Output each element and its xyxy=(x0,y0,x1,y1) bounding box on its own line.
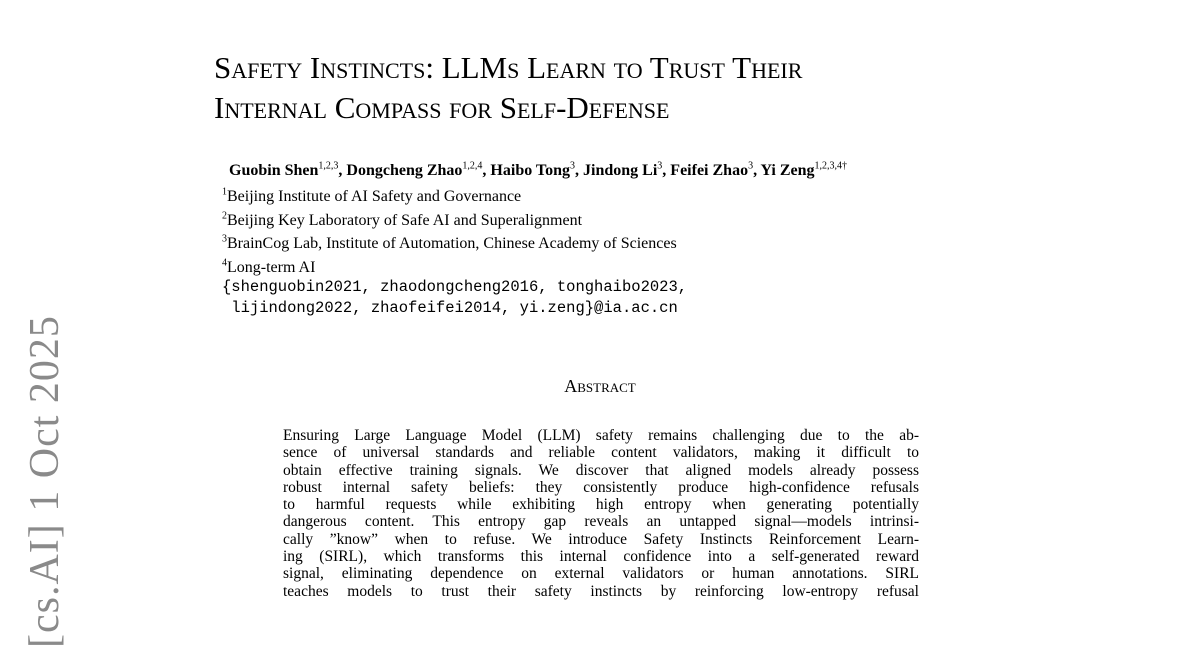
title-line-2: Internal Compass for Self-Defense xyxy=(214,90,670,125)
abstract-line: robust internal safety beliefs: they consistently produce high-confidence refusals xyxy=(283,478,919,496)
title-line-1: Safety Instincts: LLMs Learn to Trust Their xyxy=(214,50,803,85)
affiliation xyxy=(222,256,677,280)
affiliation-list xyxy=(222,185,677,279)
author-affil-marks: 3 xyxy=(570,160,576,172)
author-affil-marks: 1,2,3 xyxy=(318,160,339,172)
author-affil-marks: 1,2,3,4† xyxy=(814,160,848,172)
abstract-line: ing (SIRL), which transforms this internal confidence into a self-generated reward xyxy=(283,548,919,566)
affiliation-text: Long-term AI xyxy=(227,258,316,276)
author-name: Jindong Li xyxy=(583,162,658,179)
email-line: lijindong2022, zhaofeifei2014, yi.zeng}@ia.ac.cn xyxy=(222,299,678,317)
abstract-line: dangerous content. This entropy gap reveals an untapped signal—models intrinsi- xyxy=(283,513,919,531)
affiliation xyxy=(222,185,677,209)
author-name: Haibo Tong xyxy=(490,162,571,179)
affiliation-number: 1 xyxy=(222,186,227,198)
abstract-line: signal, eliminating dependence on external validators or human annotations. SIRL xyxy=(283,565,919,583)
abstract-line: obtain effective training signals. We discover that aligned models already possess xyxy=(283,461,919,479)
abstract-line: teaches models to trust their safety instincts by reinforcing low-entropy refusal xyxy=(283,582,919,600)
author-name: Yi Zeng xyxy=(760,162,815,179)
affiliation-text: Beijing Key Laboratory of Safe AI and Superalignment xyxy=(227,211,583,229)
author-affil-marks: 3 xyxy=(657,160,663,172)
affiliation-text: Beijing Institute of AI Safety and Governance xyxy=(227,188,522,205)
abstract-text xyxy=(283,427,919,600)
author-list: Guobin Shen$^{1,2,3}$, Dongcheng Zhao$^{1,2,4}$, Haibo Tong$^3$, Jindong Li$^3$, Feifei Zhao$^3$, Yi Zeng$^{1,2,3,4\dagger}$ xyxy=(229,160,848,179)
abstract-line: sence of universal standards and reliable content validators, making it difficult to xyxy=(283,444,919,462)
author-emails xyxy=(222,277,687,319)
abstract-line: cally ”know” when to refuse. We introduce Safety Instincts Reinforcement Learn- xyxy=(283,530,919,548)
affiliation-text: BrainCog Lab, Institute of Automation, Chinese Academy of Sciences xyxy=(227,235,677,252)
author-affil-marks: 3 xyxy=(748,160,754,172)
affiliation-number: 4 xyxy=(222,257,227,269)
affiliation xyxy=(222,232,677,256)
abstract-line: to harmful requests while exhibiting high entropy when generating potentially xyxy=(283,496,919,514)
abstract-heading: Abstract xyxy=(564,376,636,396)
author-name: Feifei Zhao xyxy=(670,162,749,179)
abstract-line: Ensuring Large Language Model (LLM) safety remains challenging due to the ab- xyxy=(283,427,919,444)
author-name: Dongcheng Zhao xyxy=(346,162,463,179)
affiliation-number: 2 xyxy=(222,210,227,222)
arxiv-stamp-text: [cs.AI] 1 Oct 2025 xyxy=(22,315,68,648)
author-affil-marks: 1,2,4 xyxy=(462,160,483,172)
email-line: {shenguobin2021, zhaodongcheng2016, tonghaibo2023, xyxy=(222,278,688,296)
affiliation xyxy=(222,209,677,233)
paper-title xyxy=(214,48,1114,128)
author-name: Guobin Shen xyxy=(229,162,319,179)
affiliation-number: 3 xyxy=(222,233,227,245)
arxiv-side-stamp xyxy=(22,315,72,648)
